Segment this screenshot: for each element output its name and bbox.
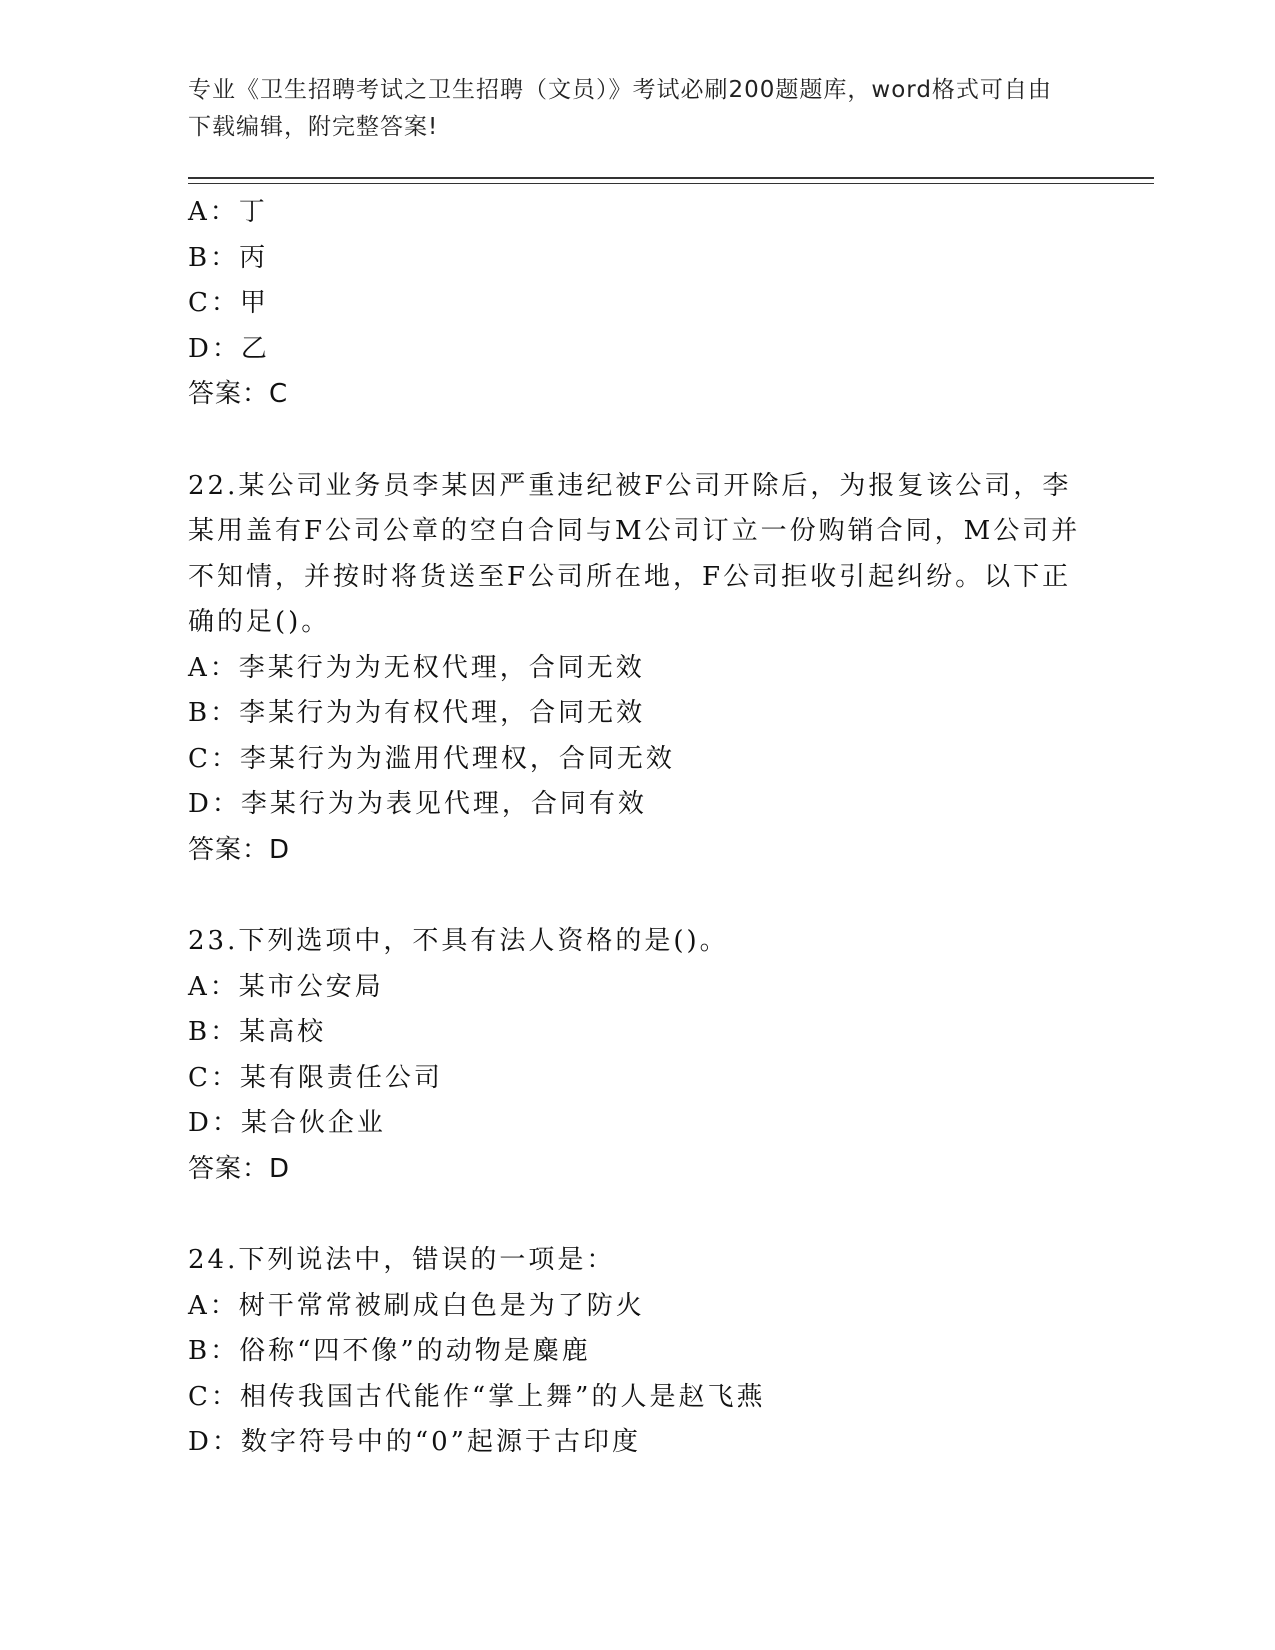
option-c: C：某有限责任公司 <box>188 1062 443 1093</box>
option-a: A：树干常常被刷成白色是为了防火 <box>188 1290 645 1321</box>
option-a: A：李某行为为无权代理，合同无效 <box>188 652 645 683</box>
question-block-22 <box>188 464 1088 874</box>
option-a: A：丁 <box>188 197 268 227</box>
document-header: 专业《卫生招聘考试之卫生招聘（文员）》考试必刷200题题库，word格式可自由下载编辑，附完整答案! <box>188 77 1052 140</box>
option-b: B：李某行为为有权代理，合同无效 <box>188 698 646 728</box>
question-stem: 22.某公司业务员李某因严重违纪被F公司开除后，为报复该公司，李某用盖有F公司公章的空白合同与M公司订立一份购销合同，M公司并不知情，并按时将货送至F公司所在地，F公司拒收引起纠纷。以下正确的足()。 <box>188 470 1081 637</box>
option-b: B：某高校 <box>188 1017 327 1047</box>
answer-line: 答案：D <box>188 1153 291 1184</box>
option-d: D：数字符号中的“0”起源于古印度 <box>188 1427 641 1457</box>
question-gap <box>188 418 1088 464</box>
question-stem: 23.下列选项中，不具有法人资格的是()。 <box>188 926 729 956</box>
question-stem: 24.下列说法中，错误的一项是： <box>188 1245 616 1275</box>
question-gap <box>188 1192 1088 1238</box>
option-b: B：俗称“四不像”的动物是麋鹿 <box>188 1336 591 1366</box>
question-block-24 <box>188 1238 1088 1466</box>
question-list <box>188 190 1088 1466</box>
header-rule-thin <box>188 183 1154 184</box>
option-c: C：李某行为为滥用代理权，合同无效 <box>188 743 675 774</box>
question-block-23 <box>188 919 1088 1192</box>
header-rule-thick <box>188 177 1154 179</box>
option-c: C：甲 <box>188 288 269 318</box>
option-d: D：某合伙企业 <box>188 1108 386 1138</box>
answer-line: 答案：C <box>188 379 289 409</box>
question-block-21 <box>188 190 1088 418</box>
option-c: C：相传我国古代能作“掌上舞”的人是赵飞燕 <box>188 1381 766 1412</box>
option-d: D：李某行为为表见代理，合同有效 <box>188 789 647 819</box>
question-gap <box>188 873 1088 919</box>
option-b: B：丙 <box>188 242 269 273</box>
option-a: A：某市公安局 <box>188 971 384 1002</box>
answer-line: 答案：D <box>188 834 291 865</box>
option-d: D：乙 <box>188 333 270 364</box>
